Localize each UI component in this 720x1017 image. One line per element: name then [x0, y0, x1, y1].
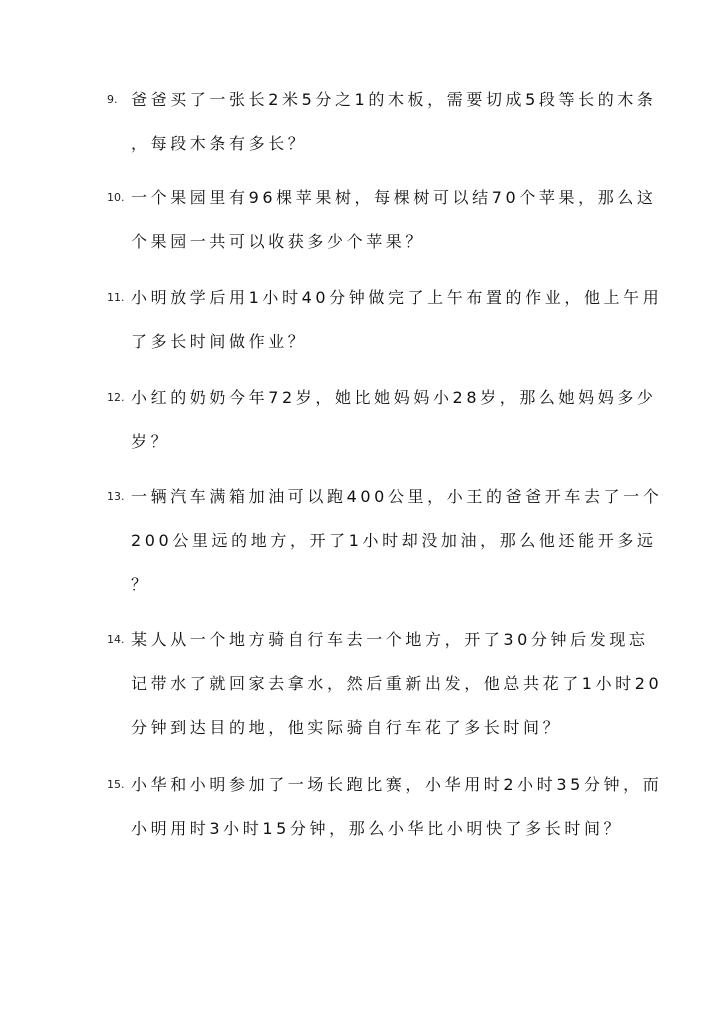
- question-text-line: 某人从一个地方骑自行车去一个地方，开了30分钟后发现忘: [131, 630, 649, 649]
- question-text-line: 个果园一共可以收获多少个苹果？: [131, 232, 426, 251]
- question-text-line: 岁？: [131, 432, 171, 451]
- question-text-line: 200公里远的地方，开了1小时却没加油，那么他还能开多远: [131, 531, 657, 550]
- question-number: 13.: [107, 490, 125, 503]
- question-text-line: 一辆汽车满箱加油可以跑400公里，小王的爸爸开车去了一个: [131, 487, 663, 506]
- question-text-line: 小华和小明参加了一场长跑比赛，小华用时2小时35分钟，而: [131, 775, 663, 794]
- question-text-line: 分钟到达目的地，他实际骑自行车花了多长时间？: [131, 718, 563, 737]
- question-number: 11.: [107, 291, 125, 304]
- question-number: 14.: [107, 633, 125, 646]
- question-text-line: 了多长时间做作业？: [131, 332, 308, 351]
- question-text-line: ，每段木条有多长？: [131, 134, 308, 153]
- question-number: 9.: [107, 93, 118, 106]
- question-text-line: 小明放学后用1小时40分钟做完了上午布置的作业，他上午用: [131, 288, 663, 307]
- question-text-line: 一个果园里有96棵苹果树，每棵树可以结70个苹果，那么这: [131, 188, 657, 207]
- question-text-line: 爸爸买了一张长2米5分之1的木板，需要切成5段等长的木条: [131, 90, 657, 109]
- question-number: 10.: [107, 191, 125, 204]
- question-text-line: ？: [131, 575, 151, 594]
- question-number: 12.: [107, 391, 125, 404]
- question-text-line: 小红的奶奶今年72岁，她比她妈妈小28岁，那么她妈妈多少: [131, 388, 657, 407]
- question-text-line: 小明用时3小时15分钟，那么小华比小明快了多长时间？: [131, 819, 624, 838]
- question-text-line: 记带水了就回家去拿水，然后重新出发，他总共花了1小时20: [131, 674, 663, 693]
- question-number: 15.: [107, 778, 125, 791]
